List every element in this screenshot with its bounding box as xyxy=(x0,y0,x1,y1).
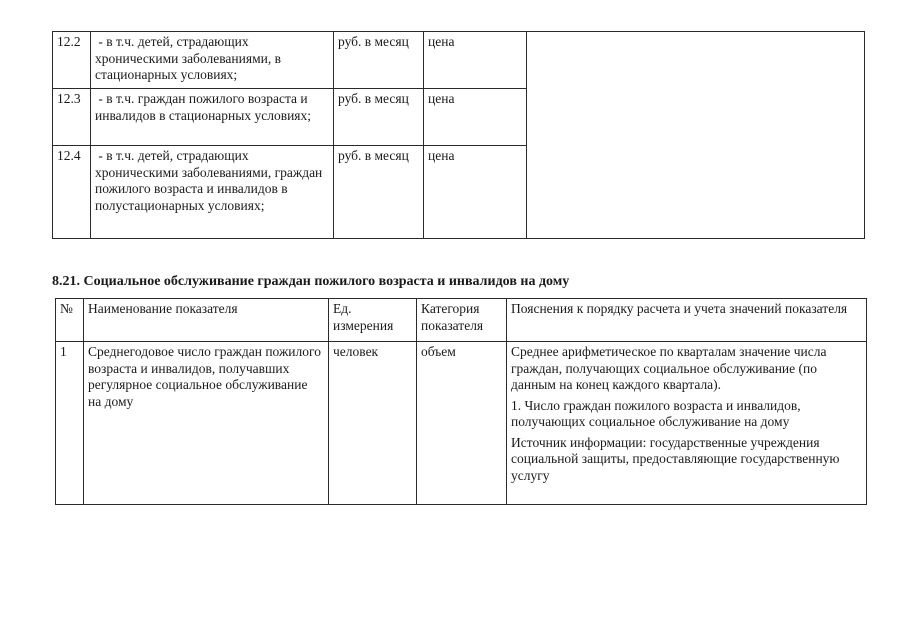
indicators-table-continued xyxy=(52,31,865,239)
explanation-paragraph: 1. Число граждан пожилого возраста и инвалидов, получающих социальное обслуживание на дому xyxy=(511,397,801,429)
header-number: № xyxy=(56,299,84,342)
explanation-cell xyxy=(527,32,865,239)
explanation-paragraph: Источник информации: государственные учреждения социальной защиты, предоставляющие государственную услугу xyxy=(511,434,840,483)
unit-of-measure: руб. в месяц xyxy=(334,32,424,89)
unit-of-measure: руб. в месяц xyxy=(334,146,424,239)
row-number: 1 xyxy=(56,342,84,505)
home-social-service-indicators-table xyxy=(55,298,867,505)
header-name: Наименование показателя xyxy=(84,299,329,342)
table-row xyxy=(53,32,865,89)
indicator-category: цена xyxy=(424,32,527,89)
indicator-name: - в т.ч. детей, страдающих хроническими заболеваниями, в стационарных условиях; xyxy=(91,32,334,89)
table-header-row xyxy=(56,299,867,342)
header-unit: Ед. измерения xyxy=(329,299,417,342)
unit-of-measure: руб. в месяц xyxy=(334,89,424,146)
indicator-name: - в т.ч. граждан пожилого возраста и инвалидов в стационарных условиях; xyxy=(91,89,334,146)
explanation-paragraph: Среднее арифметическое по кварталам значение числа граждан, получающих социальное обслуживание (по данным на конец каждого квартала). xyxy=(511,344,827,392)
indicator-category: объем xyxy=(417,342,507,505)
row-number: 12.4 xyxy=(53,146,91,239)
table-row xyxy=(56,342,867,505)
header-category: Категория показателя xyxy=(417,299,507,342)
explanation-cell xyxy=(507,342,867,505)
section-title: 8.21. Социальное обслуживание граждан пожилого возраста и инвалидов на дому xyxy=(52,274,570,289)
unit-of-measure: человек xyxy=(329,342,417,505)
indicator-name: - в т.ч. детей, страдающих хроническими заболеваниями, граждан пожилого возраста и инвалидов в полустационарных условиях; xyxy=(91,146,334,239)
indicator-category: цена xyxy=(424,146,527,239)
indicator-category: цена xyxy=(424,89,527,146)
row-number: 12.3 xyxy=(53,89,91,146)
header-explanation: Пояснения к порядку расчета и учета значений показателя xyxy=(507,299,867,342)
row-number: 12.2 xyxy=(53,32,91,89)
indicator-name: Среднегодовое число граждан пожилого возраста и инвалидов, получавших регулярное социальное обслуживание на дому xyxy=(84,342,329,505)
